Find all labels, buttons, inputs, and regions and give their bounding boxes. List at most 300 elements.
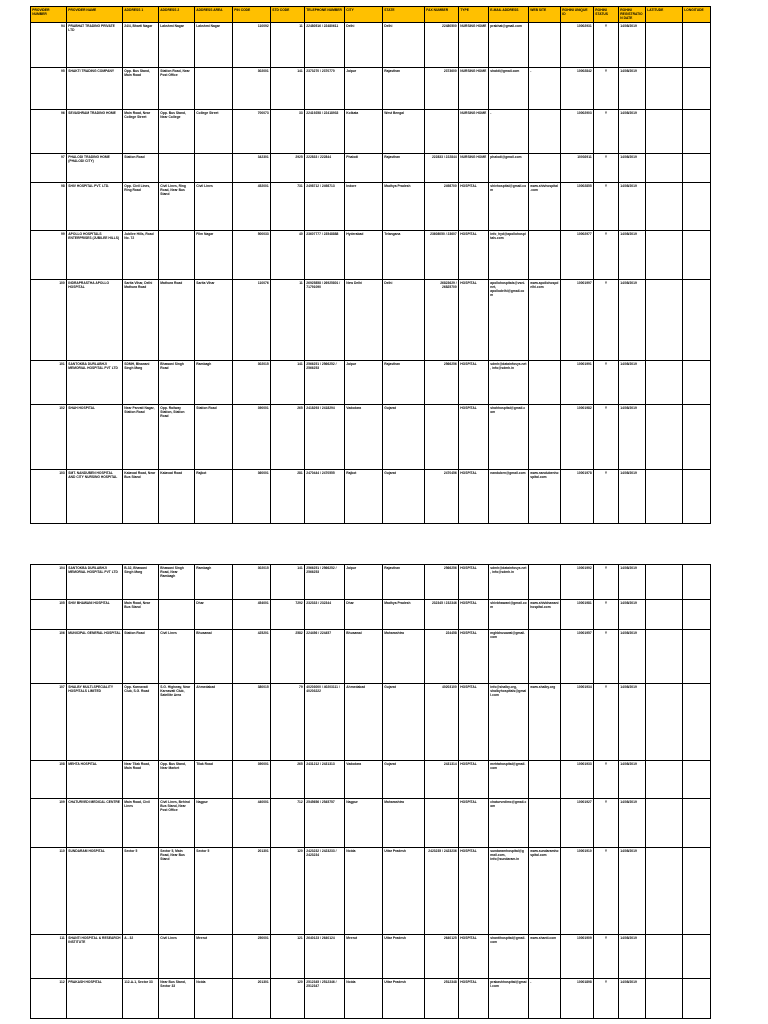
pin-code-cell: 250001: [233, 935, 271, 979]
rohini-status-cell: Y: [594, 404, 619, 469]
state-cell: Delhi: [383, 279, 425, 360]
address-1-cell: Opp. Bus Stand, Main Road: [123, 67, 159, 109]
rohini-date-cell: 14/08/2019: [619, 848, 646, 935]
address-2-cell: [159, 600, 195, 630]
std-code-cell: 2925: [271, 153, 305, 182]
table-sheet-bottom: [30, 564, 690, 1019]
table-row: [31, 182, 711, 230]
column-header: ADDRESS 2: [159, 7, 195, 23]
address-1-cell: Main Road, Near Bus Stand: [123, 600, 159, 630]
rohini-status-cell: Y: [594, 153, 619, 182]
table-row: [31, 630, 711, 684]
provider-name-cell: INDRAPRASTHA APOLLO HOSPITAL: [67, 279, 123, 360]
table-row: [31, 279, 711, 360]
latitude-cell: [646, 279, 683, 360]
address-2-cell: Sector 5, Main Road, Near Bus Stand: [159, 848, 195, 935]
type-cell: HOSPITAL: [459, 630, 489, 684]
pin-code-cell: 700073: [233, 109, 271, 153]
column-header: PROVIDER NAME: [67, 7, 123, 23]
provider-number-cell: 100: [31, 279, 67, 360]
state-cell: Maharashtra: [383, 799, 425, 848]
longitude-cell: [683, 565, 711, 600]
longitude-cell: [683, 182, 711, 230]
address-area-cell: Sector 5: [195, 848, 233, 935]
pin-code-cell: 390001: [233, 404, 271, 469]
email-cell: sdmh@datainfosys.net, info@sdmh.in: [489, 360, 529, 404]
city-cell: Vadodara: [345, 404, 383, 469]
rohini-id-cell: 10001910: [561, 848, 594, 935]
address-1-cell: A - 32: [123, 935, 159, 979]
pin-code-cell: 452001: [233, 182, 271, 230]
latitude-cell: [646, 67, 683, 109]
fax-cell: 2470456: [425, 469, 459, 523]
website-cell: [529, 404, 561, 469]
provider-name-cell: SHANTI HOSPITAL & RESEARCH INSTITUTE: [67, 935, 123, 979]
std-code-cell: 712: [271, 799, 305, 848]
address-area-cell: Ahmedabad: [195, 684, 233, 761]
pin-code-cell: 425201: [233, 630, 271, 684]
address-2-cell: Opp. Railway Station, Station Road: [159, 404, 195, 469]
table-sheet-top: [30, 6, 704, 524]
address-1-cell: Main Road, Near College Street: [123, 109, 159, 153]
longitude-cell: [683, 360, 711, 404]
column-header: STATE: [383, 7, 425, 23]
pin-code-cell: 110076: [233, 279, 271, 360]
table-row: [31, 761, 711, 799]
address-area-cell: Station Road: [195, 404, 233, 469]
column-header: ROHINI STATUS: [594, 7, 619, 23]
rohini-date-cell: 14/08/2019: [619, 761, 646, 799]
address-1-cell: Jubilee Hills, Road No. 72: [123, 230, 159, 279]
column-header: CITY: [345, 7, 383, 23]
longitude-cell: [683, 404, 711, 469]
fax-cell: 2512348: [425, 979, 459, 1019]
column-header: LONGITUDE: [683, 7, 711, 23]
telephone-cell: 2566251 / 2566252 / 2566253: [305, 565, 345, 600]
latitude-cell: [646, 230, 683, 279]
address-area-cell: Sarita Vihar: [195, 279, 233, 360]
provider-number-cell: 96: [31, 109, 67, 153]
website-cell: www.nandubenhospital.com: [529, 469, 561, 523]
pin-code-cell: 380015: [233, 684, 271, 761]
longitude-cell: [683, 22, 711, 67]
fax-cell: [425, 404, 459, 469]
rohini-id-cell: 10001997: [561, 279, 594, 360]
column-header: LATITUDE: [646, 7, 683, 23]
type-cell: HOSPITAL: [459, 848, 489, 935]
provider-number-cell: 102: [31, 404, 67, 469]
city-cell: Bhusawal: [345, 630, 383, 684]
website-cell: [529, 761, 561, 799]
longitude-cell: [683, 153, 711, 182]
website-cell: [529, 565, 561, 600]
address-area-cell: Meerut: [195, 935, 233, 979]
table-body-top: [31, 22, 711, 523]
email-cell: info_hyd@apollohospitals.com: [489, 230, 529, 279]
website-cell: [529, 230, 561, 279]
pin-code-cell: 201301: [233, 848, 271, 935]
address-2-cell: Mathura Road: [159, 279, 195, 360]
fax-cell: 23608050 / 23607: [425, 230, 459, 279]
address-1-cell: Opp. Civil Lines, Ring Road: [123, 182, 159, 230]
type-cell: HOSPITAL: [459, 404, 489, 469]
email-cell: shivhospital@gmail.com: [489, 182, 529, 230]
type-cell: HOSPITAL: [459, 684, 489, 761]
std-code-cell: 141: [271, 67, 305, 109]
rohini-id-cell: 10001982: [561, 404, 594, 469]
rohini-date-cell: 14/08/2019: [619, 109, 646, 153]
longitude-cell: [683, 848, 711, 935]
city-cell: Nagpur: [345, 799, 383, 848]
column-header: WEB SITE: [529, 7, 561, 23]
provider-number-cell: 97: [31, 153, 67, 182]
rohini-status-cell: Y: [594, 630, 619, 684]
pin-code-cell: 500033: [233, 230, 271, 279]
provider-number-cell: 106: [31, 630, 67, 684]
type-cell: HOSPITAL: [459, 182, 489, 230]
email-cell: info@shalby.org, shalbyhospitals@gmail.com: [489, 684, 529, 761]
fax-cell: [425, 799, 459, 848]
latitude-cell: [646, 22, 683, 67]
website-cell: www.sundaramhospital.com: [529, 848, 561, 935]
longitude-cell: [683, 761, 711, 799]
telephone-cell: 2418293 / 2418294: [305, 404, 345, 469]
provider-number-cell: 98: [31, 182, 67, 230]
website-cell: www.shivbhawanihospital.com: [529, 600, 561, 630]
rohini-date-cell: 14/08/2019: [619, 230, 646, 279]
provider-name-cell: SANTOKBA DURLABHJI MEMORIAL HOSPITAL PVT LTD: [67, 565, 123, 600]
telephone-cell: 2470444 / 2470555: [305, 469, 345, 523]
email-cell: shantihospital@gmail.com: [489, 935, 529, 979]
telephone-cell: 23607777 / 23548888: [305, 230, 345, 279]
provider-name-cell: SHAH HOSPITAL: [67, 404, 123, 469]
latitude-cell: [646, 565, 683, 600]
rohini-id-cell: 10001934: [561, 684, 594, 761]
address-1-cell: Station Road: [123, 630, 159, 684]
city-cell: Kolkata: [345, 109, 383, 153]
city-cell: Rajkot: [345, 469, 383, 523]
address-2-cell: [159, 230, 195, 279]
fax-cell: 2423235 / 2423236: [425, 848, 459, 935]
provider-name-cell: MEHTA HOSPITAL: [67, 761, 123, 799]
table-row: [31, 230, 711, 279]
email-cell: prabhat@gmail.com: [489, 22, 529, 67]
type-cell: HOSPITAL: [459, 935, 489, 979]
rohini-id-cell: 10001978: [561, 469, 594, 523]
rohini-id-cell: 10001992: [561, 565, 594, 600]
email-cell: shivbhawani@gmail.com: [489, 600, 529, 630]
provider-name-cell: PRABHAT TRADING PRIVATE LTD: [67, 22, 123, 67]
state-cell: Madhya Pradesh: [383, 182, 425, 230]
latitude-cell: [646, 469, 683, 523]
address-1-cell: B-32, Bhawani Singh Marg: [123, 565, 159, 600]
pin-code-cell: 110092: [233, 22, 271, 67]
telephone-cell: 2423232 / 2423233 / 2423234: [305, 848, 345, 935]
city-cell: New Delhi: [345, 279, 383, 360]
column-header: TYPE: [459, 7, 489, 23]
type-cell: HOSPITAL: [459, 230, 489, 279]
rohini-date-cell: 14/08/2019: [619, 404, 646, 469]
state-cell: Maharashtra: [383, 630, 425, 684]
std-code-cell: 141: [271, 360, 305, 404]
std-code-cell: 2582: [271, 630, 305, 684]
telephone-cell: 22419258 / 22418933: [305, 109, 345, 153]
email-cell: phalodi@gmail.com: [489, 153, 529, 182]
rohini-date-cell: 14/08/2019: [619, 67, 646, 109]
website-cell: -: [529, 979, 561, 1019]
provider-number-cell: 110: [31, 848, 67, 935]
rohini-status-cell: Y: [594, 848, 619, 935]
address-2-cell: Bhawani Singh Road: [159, 360, 195, 404]
address-2-cell: Civil Lines, Ring Road, Near Bus Stand: [159, 182, 195, 230]
address-1-cell: Sarita Vihar, Delhi Mathura Road: [123, 279, 159, 360]
address-1-cell: 112-A-1, Sector 33: [123, 979, 159, 1019]
rohini-date-cell: 14/08/2019: [619, 979, 646, 1019]
telephone-cell: 2640123 / 2640124: [305, 935, 345, 979]
address-2-cell: Opp. Bus Stand, Near Market: [159, 761, 195, 799]
rohini-status-cell: Y: [594, 182, 619, 230]
telephone-cell: 2498712 / 2498713: [305, 182, 345, 230]
address-area-cell: College Street: [195, 109, 233, 153]
table-row: [31, 979, 711, 1019]
address-1-cell: Kalavad Road, Near Bus Stand: [123, 469, 159, 523]
city-cell: Jaipur: [345, 67, 383, 109]
fax-cell: 222833 / 222844: [425, 153, 459, 182]
table-row: [31, 600, 711, 630]
rohini-date-cell: 14/08/2019: [619, 600, 646, 630]
std-code-cell: 7292: [271, 600, 305, 630]
provider-table-top: [30, 6, 711, 524]
city-cell: Indore: [345, 182, 383, 230]
type-cell: HOSPITAL: [459, 979, 489, 1019]
telephone-cell: 22480516 / 22480611: [305, 22, 345, 67]
table-row: [31, 469, 711, 523]
address-area-cell: [195, 67, 233, 109]
telephone-cell: 40203000 / 40203111 / 40203222: [305, 684, 345, 761]
latitude-cell: [646, 799, 683, 848]
rohini-id-cell: 10002931: [561, 22, 594, 67]
type-cell: HOSPITAL: [459, 565, 489, 600]
address-area-cell: Rambagh: [195, 565, 233, 600]
column-header: PROVIDER NUMBER: [31, 7, 67, 23]
table-row: [31, 565, 711, 600]
rohini-status-cell: Y: [594, 799, 619, 848]
provider-name-cell: PRAKASH HOSPITAL: [67, 979, 123, 1019]
type-cell: HOSPITAL: [459, 279, 489, 360]
std-code-cell: 121: [271, 935, 305, 979]
std-code-cell: 40: [271, 230, 305, 279]
type-cell: HOSPITAL: [459, 761, 489, 799]
email-cell: -: [489, 109, 529, 153]
address-area-cell: [195, 153, 233, 182]
telephone-cell: 222833 / 222844: [305, 153, 345, 182]
website-cell: www.apollohospdelhi.com: [529, 279, 561, 360]
state-cell: Delhi: [383, 22, 425, 67]
table-row: [31, 153, 711, 182]
table-row: [31, 935, 711, 979]
rohini-date-cell: 14/08/2019: [619, 279, 646, 360]
column-header: ROHINI REGISTRATION DATE: [619, 7, 646, 23]
provider-name-cell: SHIV HOSPITAL PVT. LTD.: [67, 182, 123, 230]
email-cell: chaturvedimc@gmail.com: [489, 799, 529, 848]
address-1-cell: SDMH, Bhawani Singh Marg: [123, 360, 159, 404]
email-cell: mehtahospital@gmail.com: [489, 761, 529, 799]
provider-name-cell: SHIV BHAWANI HOSPITAL: [67, 600, 123, 630]
latitude-cell: [646, 404, 683, 469]
rohini-date-cell: 14/08/2019: [619, 630, 646, 684]
address-area-cell: Rajkot: [195, 469, 233, 523]
address-2-cell: S.G. Highway, Near Karnavati Club, Satellite Area: [159, 684, 195, 761]
provider-number-cell: 108: [31, 761, 67, 799]
address-1-cell: Near Parvati Nagar, Station Road: [123, 404, 159, 469]
latitude-cell: [646, 630, 683, 684]
table-row: [31, 684, 711, 761]
pin-code-cell: 201301: [233, 979, 271, 1019]
column-header: ADDRESS 1: [123, 7, 159, 23]
fax-cell: 2373600: [425, 67, 459, 109]
state-cell: Gujarat: [383, 761, 425, 799]
fax-cell: 2566256: [425, 360, 459, 404]
std-code-cell: 265: [271, 761, 305, 799]
table-row: [31, 109, 711, 153]
state-cell: Gujarat: [383, 404, 425, 469]
telephone-cell: 2373270 / 2370770: [305, 67, 345, 109]
rohini-status-cell: Y: [594, 279, 619, 360]
state-cell: Uttar Pradesh: [383, 848, 425, 935]
address-2-cell: Civil Lines, Behind Bus Stand, Near Post Office: [159, 799, 195, 848]
rohini-id-cell: 10002903: [561, 109, 594, 153]
rohini-date-cell: 14/08/2019: [619, 684, 646, 761]
rohini-status-cell: Y: [594, 935, 619, 979]
pin-code-cell: 302015: [233, 565, 271, 600]
email-cell: sdmh@datainfosys.net, info@sdmh.in: [489, 565, 529, 600]
city-cell: Meerut: [345, 935, 383, 979]
table-row: [31, 848, 711, 935]
city-cell: Dhar: [345, 600, 383, 630]
latitude-cell: [646, 848, 683, 935]
fax-cell: [425, 109, 459, 153]
state-cell: Rajasthan: [383, 153, 425, 182]
address-2-cell: Station Road, Near Post Office: [159, 67, 195, 109]
std-code-cell: 33: [271, 109, 305, 153]
longitude-cell: [683, 600, 711, 630]
rohini-status-cell: Y: [594, 684, 619, 761]
type-cell: NURSING HOME: [459, 22, 489, 67]
state-cell: Uttar Pradesh: [383, 979, 425, 1019]
std-code-cell: 731: [271, 182, 305, 230]
fax-cell: 2640125: [425, 935, 459, 979]
city-cell: Vadodara: [345, 761, 383, 799]
address-2-cell: Opp. Bus Stand, Near College: [159, 109, 195, 153]
std-code-cell: 79: [271, 684, 305, 761]
fax-cell: 2566256: [425, 565, 459, 600]
column-header: E-MAIL ADDRESS: [489, 7, 529, 23]
state-cell: Rajasthan: [383, 565, 425, 600]
website-cell: www.shivhospital.com: [529, 182, 561, 230]
website-cell: www.shanti.com: [529, 935, 561, 979]
table-row: [31, 799, 711, 848]
city-cell: Ahmedabad: [345, 684, 383, 761]
address-1-cell: Main Road, Civil Lines: [123, 799, 159, 848]
email-cell: prakashhospital@gmail.com: [489, 979, 529, 1019]
pin-code-cell: 390001: [233, 761, 271, 799]
provider-number-cell: 112: [31, 979, 67, 1019]
column-header: TELEPHONE NUMBER: [305, 7, 345, 23]
website-cell: [529, 630, 561, 684]
telephone-cell: 26925858 / 26925801 / 71791090: [305, 279, 345, 360]
rohini-status-cell: Y: [594, 67, 619, 109]
state-cell: Telangana: [383, 230, 425, 279]
state-cell: Rajasthan: [383, 67, 425, 109]
provider-number-cell: 94: [31, 22, 67, 67]
pin-code-cell: 302015: [233, 360, 271, 404]
pin-code-cell: 454001: [233, 600, 271, 630]
rohini-date-cell: 14/08/2019: [619, 153, 646, 182]
rohini-id-cell: 10001957: [561, 630, 594, 684]
address-area-cell: Civil Lines: [195, 182, 233, 230]
rohini-id-cell: 10001898: [561, 979, 594, 1019]
provider-name-cell: SUNDARAM HOSPITAL: [67, 848, 123, 935]
rohini-status-cell: Y: [594, 565, 619, 600]
latitude-cell: [646, 600, 683, 630]
address-area-cell: Nagpur: [195, 799, 233, 848]
provider-number-cell: 111: [31, 935, 67, 979]
std-code-cell: 11: [271, 22, 305, 67]
address-2-cell: Civil Lines: [159, 935, 195, 979]
std-code-cell: 141: [271, 565, 305, 600]
rohini-id-cell: 10001981: [561, 600, 594, 630]
rohini-id-cell: 10002911: [561, 153, 594, 182]
rohini-status-cell: Y: [594, 979, 619, 1019]
longitude-cell: [683, 979, 711, 1019]
telephone-cell: 2431212 / 2431313: [305, 761, 345, 799]
type-cell: NURSING HOME: [459, 153, 489, 182]
provider-name-cell: SHAKTI TRADING COMPANY: [67, 67, 123, 109]
rohini-date-cell: 14/08/2019: [619, 22, 646, 67]
provider-number-cell: 105: [31, 600, 67, 630]
state-cell: Uttar Pradesh: [383, 935, 425, 979]
state-cell: West Bengal: [383, 109, 425, 153]
provider-number-cell: 103: [31, 469, 67, 523]
telephone-cell: 2512345 / 2512346 / 2512347: [305, 979, 345, 1019]
rohini-date-cell: 14/08/2019: [619, 469, 646, 523]
fax-cell: 40203100: [425, 684, 459, 761]
rohini-date-cell: 14/08/2019: [619, 565, 646, 600]
latitude-cell: [646, 761, 683, 799]
type-cell: NURSING HOME: [459, 109, 489, 153]
pin-code-cell: 360001: [233, 469, 271, 523]
rohini-id-cell: 10001933: [561, 761, 594, 799]
rohini-id-cell: 10001927: [561, 799, 594, 848]
longitude-cell: [683, 630, 711, 684]
address-1-cell: Station Road: [123, 153, 159, 182]
city-cell: Noida: [345, 979, 383, 1019]
rohini-id-cell: 10001909: [561, 935, 594, 979]
rohini-status-cell: Y: [594, 469, 619, 523]
provider-number-cell: 95: [31, 67, 67, 109]
provider-name-cell: MUNICIPAL GENERAL HOSPITAL: [67, 630, 123, 684]
telephone-cell: 2566251 / 2566252 / 2566253: [305, 360, 345, 404]
fax-cell: 224458: [425, 630, 459, 684]
email-cell: apollohospitals@vsnl.net, apollodelhi@gmail.com: [489, 279, 529, 360]
provider-name-cell: SMT. NANDUBEN HOSPITAL AND CITY NURSING HOSPITAL: [67, 469, 123, 523]
state-cell: Gujarat: [383, 469, 425, 523]
website-cell: [529, 22, 561, 67]
latitude-cell: [646, 182, 683, 230]
pin-code-cell: 440001: [233, 799, 271, 848]
header-row: [31, 7, 711, 23]
email-cell: shahhospital@gmail.com: [489, 404, 529, 469]
